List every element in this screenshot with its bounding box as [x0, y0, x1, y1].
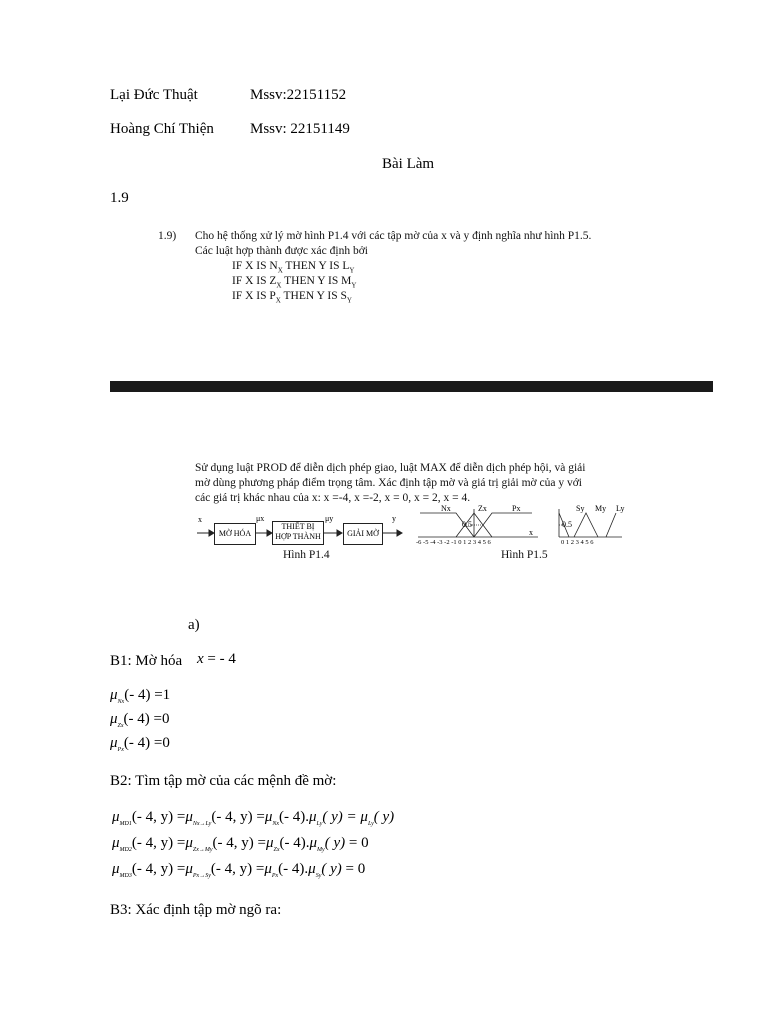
problem-scan-number: 1.9) [158, 230, 177, 242]
x-ticks: -6 -5 -4 -3 -2 -1 0 1 2 3 4 5 6 [416, 539, 491, 546]
page-title: Bài Làm [382, 156, 435, 172]
block-inference-line-2: HỢP THÀNH [275, 532, 321, 541]
rule-eq-3: $\mu_{MD3}(-$ 4, $y) =\mu_{Px\to Sy}(-$ 4, $y) =\mu_{Px}(-$ $4).\mu_{Sy}$( y) = 0 [112, 861, 366, 879]
figure-caption-p14: Hình P1.4 [283, 549, 330, 561]
fuzzify-px: $\mu_{Px}(-$ 4) =0 [110, 735, 170, 753]
label-x-axis: x [529, 528, 533, 537]
rule-1: IF X IS $N_X$ THEN Y IS $L_Y$ [232, 260, 355, 275]
part-a-label: a) [188, 617, 200, 633]
task-line-2: mờ dùng phương pháp điểm trọng tâm. Xác định tập mờ và giá trị giải mờ của y với [195, 477, 582, 489]
task-line-1: Sử dụng luật PROD để diễn dịch phép giao, luật MAX để diễn dịch phép hội, và giải [195, 462, 586, 474]
student-1-name: Lại Đức Thuật [110, 87, 198, 103]
diagram-signal-mux: μx [256, 514, 265, 523]
step-3-label: B3: Xác định tập mờ ngõ ra: [110, 902, 282, 918]
label-y-half: 0.5 [562, 520, 572, 529]
rule-3: IF X IS $P_X$ THEN Y IS $S_Y$ [232, 290, 352, 305]
step-1-label: B1: Mờ hóa [110, 653, 183, 669]
label-zx: Zx [478, 504, 487, 513]
step-2-label: B2: Tìm tập mờ của các mệnh đề mờ: [110, 773, 337, 789]
fuzzify-zx: $\mu_{Zx}(-$ 4) =0 [110, 711, 170, 729]
black-divider-bar [110, 381, 713, 392]
task-line-3: các giá trị khác nhau của x: x =-4, x =-2, x = 0, x = 2, x = 4. [195, 492, 471, 504]
problem-scan-line-1: Cho hệ thống xử lý mờ hình P1.4 với các tập mờ của x và y định nghĩa như hình P1.5. [195, 230, 592, 242]
student-1-id: Mssv:22151152 [250, 87, 347, 103]
fuzzify-nx: $\mu_{Nx}(-$ 4) =1 [110, 687, 171, 705]
label-px: Px [512, 504, 521, 513]
y-ticks: 0 1 2 3 4 5 6 [561, 539, 594, 546]
label-sy: Sy [576, 504, 585, 513]
block-inference [272, 521, 324, 545]
label-x-half: 0.5 [462, 520, 472, 529]
label-ly: Ly [616, 504, 625, 513]
rule-eq-1: $\mu_{MD1}(-$ 4, $y) =\mu_{Nx\to Ly}(-$ 4, $y) =\mu_{Nx}(-$ $4).\mu_{Ly}$( $y) = \mu_{Ly}$( y) [112, 809, 395, 827]
rule-eq-2: $\mu_{MD2}(-$ 4, $y) =\mu_{Zx\to My}(-$ 4, $y) =\mu_{Zx}(-$ $4).\mu_{My}$( y) = 0 [112, 835, 369, 853]
diagram-output-y: y [392, 514, 396, 523]
diagram-input-x: x [198, 515, 202, 524]
rule-2: IF X IS $Z_X$ THEN Y IS $M_Y$ [232, 275, 357, 290]
figure-caption-p15: Hình P1.5 [501, 549, 548, 561]
block-inference-line-1: THIẾT BỊ [281, 522, 315, 531]
problem-scan-line-2: Các luật hợp thành được xác định bởi [195, 245, 368, 257]
block-fuzzify: MỜ HÓA [214, 523, 256, 545]
student-2-id: Mssv: 22151149 [250, 121, 350, 137]
diagram-signal-muy: μy [325, 514, 334, 523]
problem-number: 1.9 [110, 190, 129, 206]
label-my: My [595, 504, 607, 513]
label-nx: Nx [441, 504, 451, 513]
student-2-name: Hoàng Chí Thiện [110, 121, 214, 137]
step-1-equation: x = - 4 [197, 651, 236, 667]
block-defuzzify: GIẢI MỜ [343, 523, 383, 545]
